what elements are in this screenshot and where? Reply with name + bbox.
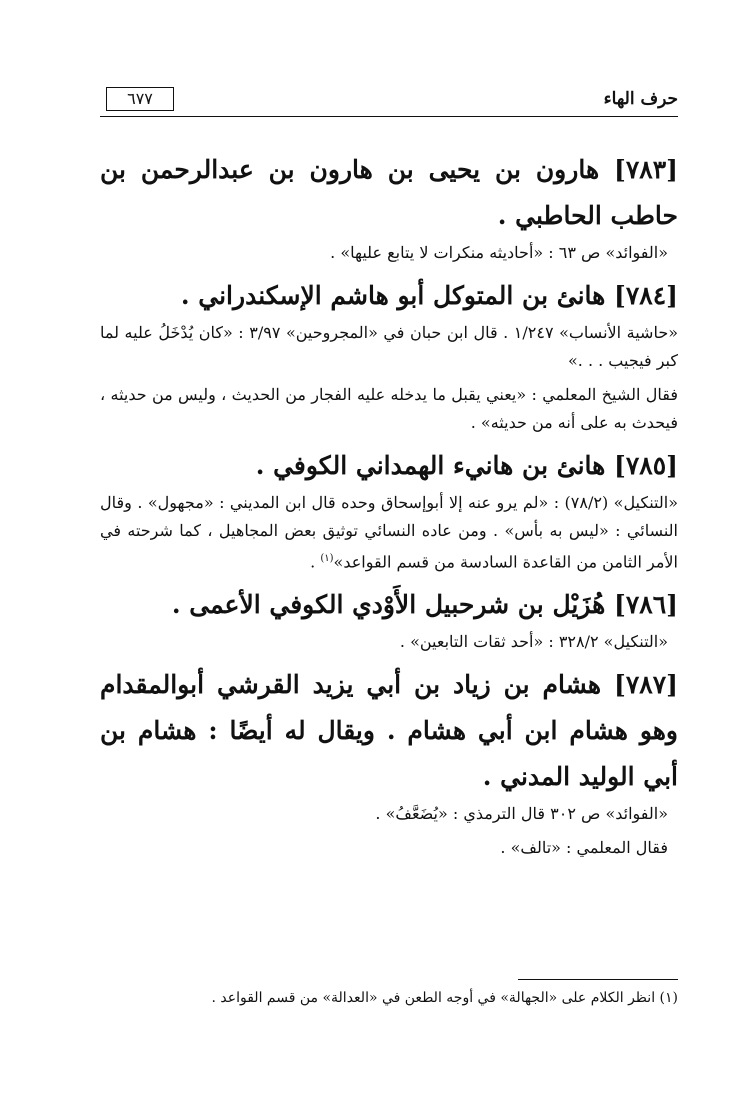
page-header — [100, 85, 678, 115]
entry-title: [٧٨٣] هارون بن يحيى بن هارون بن عبدالرحمن بن حاطب الحاطبي . — [100, 155, 678, 230]
entry-note: «الفوائد» ص ٦٣ : «أحاديثه منكرات لا يتابع عليها» . — [330, 243, 668, 262]
footnote: (١) انظر الكلام على «الجهالة» في أوجه الطعن في «العدالة» من قسم القواعد . — [211, 990, 678, 1006]
entry-title: [٧٨٦] هُزَيْل بن شرحبيل الأَوْدي الكوفي الأعمى . — [171, 590, 678, 620]
entry-note: «التنكيل» (٧٨/٢) : «لم يرو عنه إلا أبوإسحاق وحده قال ابن المديني : «مجهول» . وقال النسائي : «ليس به بأس» . ومن عاده النسائي توثيق بعض المجاهيل ، كما شرحته في الأمر الثامن من القاعدة السادسة من قسم القواعد»$^{(١)}$ . — [100, 493, 678, 572]
entry-note: «التنكيل» ٣٢٨/٢ : «أحد ثقات التابعين» . — [399, 632, 668, 652]
footnote-rule — [518, 979, 678, 980]
entry-note: «حاشية الأنساب» ١/٢٤٧ . قال ابن حبان في «المجروحين» ٣/٩٧ : «كان يُدْخَلُ عليه لما كبر فيجيب . . .» — [100, 323, 679, 370]
entry-note: «الفوائد» ص ٣٠٢ قال الترمذي : «يُضَعَّفُ» . — [375, 804, 668, 824]
entry-note: فقال الشيخ المعلمي : «يعني يقبل ما يدخله عليه الفجار من الحديث ، وليس من حديثه ، فيحدث به على أنه من حديثه» . — [100, 385, 678, 432]
entry-title: [٧٨٥] هانئ بن هانيء الهمداني الكوفي . — [255, 451, 678, 480]
page-number: ٦٧٧ — [106, 87, 174, 111]
page-content — [100, 147, 678, 868]
header-rule — [100, 116, 678, 117]
chapter-title: حرف الهاء — [603, 89, 678, 109]
entry-note: فقال المعلمي : «تالف» . — [500, 838, 668, 858]
book-page — [100, 85, 678, 1065]
entry-title: [٧٨٤] هانئ بن المتوكل أبو هاشم الإسكندراني . — [180, 281, 678, 310]
entry-note-text: «التنكيل» (٧٨/٢) : «لم يرو عنه إلا أبوإسحاق وحده قال ابن المديني : «مجهول» . وقال النسائي : «ليس به بأس» . ومن عاده النسائي توثيق بعض المجاهيل ، كما شرحته في الأمر الثامن من القاعدة السادسة من قسم القواعد» — [100, 493, 678, 572]
footnote-marker: (١) — [320, 553, 334, 564]
entry-title: [٧٨٧] هشام بن زياد بن أبي يزيد القرشي أبوالمقدام وهو هشام ابن أبي هشام . ويقال له أيضًا : هشام بن أبي الوليد المدني . — [100, 670, 678, 792]
